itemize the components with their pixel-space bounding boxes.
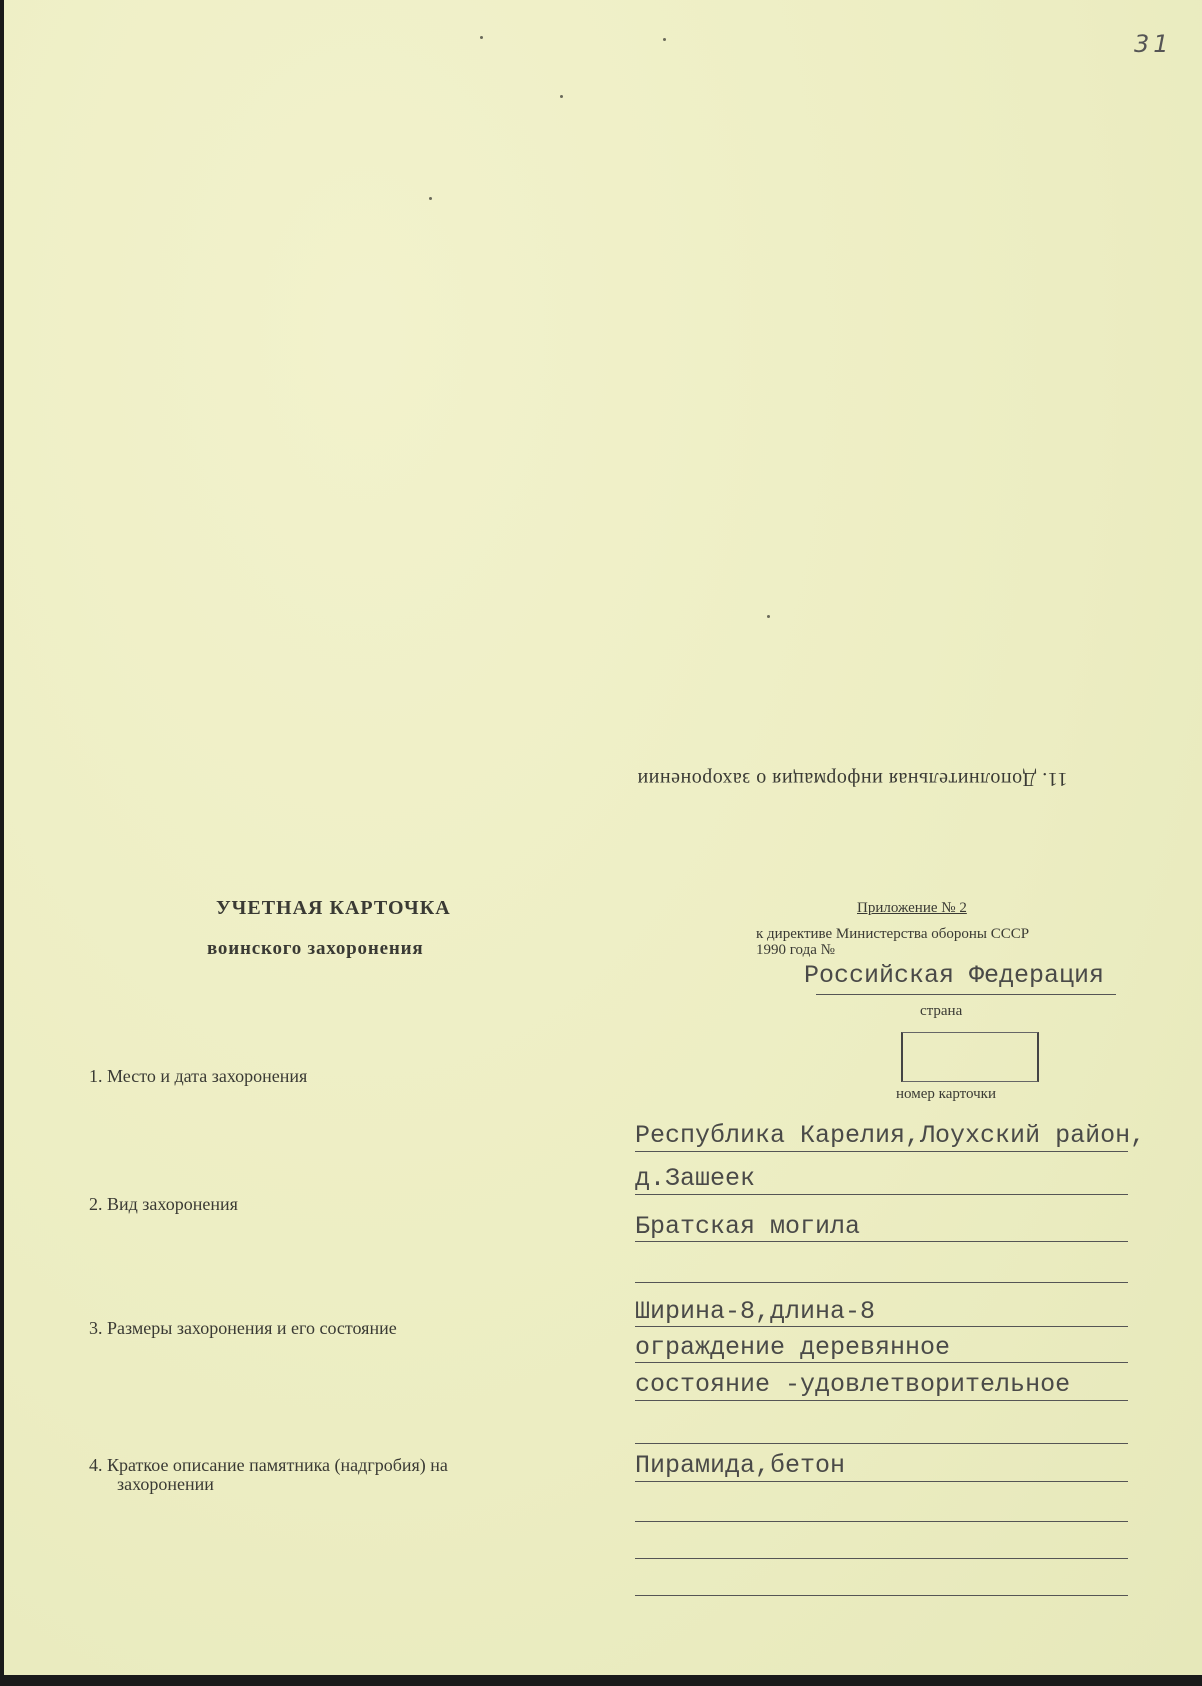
field-size-line-3: состояние -удовлетворительное bbox=[635, 1370, 1071, 1399]
field-line bbox=[635, 1151, 1128, 1152]
card-number-caption: номер карточки bbox=[896, 1086, 996, 1102]
field-monument-line-1: Пирамида,бетон bbox=[635, 1451, 846, 1480]
field-line bbox=[635, 1326, 1128, 1327]
field-line bbox=[635, 1400, 1128, 1401]
paper-speck bbox=[767, 615, 770, 618]
field-size-line-1: Ширина-8,длина-8 bbox=[635, 1297, 876, 1326]
field-type-line-1: Братская могила bbox=[635, 1212, 861, 1241]
field-line bbox=[635, 1595, 1128, 1596]
page-number: 31 bbox=[1134, 30, 1173, 58]
field-line bbox=[635, 1194, 1128, 1195]
appendix-label: Приложение № 2 bbox=[857, 900, 967, 916]
field-line bbox=[635, 1443, 1128, 1444]
field-line bbox=[635, 1241, 1128, 1242]
document-title: УЧЕТНАЯ КАРТОЧКА bbox=[216, 897, 451, 919]
field-line bbox=[635, 1362, 1128, 1363]
appendix-year: 1990 года № bbox=[756, 942, 835, 958]
card-number-box bbox=[901, 1032, 1039, 1082]
field-monument-label-1: 4. Краткое описание памятника (надгробия) на bbox=[89, 1455, 448, 1475]
field-place-line-1: Республика Карелия,Лоухский район, bbox=[635, 1121, 1146, 1150]
paper-speck bbox=[663, 38, 666, 41]
field-type-label: 2. Вид захоронения bbox=[89, 1194, 238, 1214]
field-place-label: 1. Место и дата захоронения bbox=[89, 1066, 308, 1086]
country-underline bbox=[816, 994, 1116, 995]
upside-down-section-heading: 11. Дополнительная информация о захоронении bbox=[637, 768, 1068, 790]
field-line bbox=[635, 1481, 1128, 1482]
field-line bbox=[635, 1558, 1128, 1559]
field-place-line-2: д.Зашеек bbox=[635, 1164, 756, 1193]
field-line bbox=[635, 1521, 1128, 1522]
document-page bbox=[4, 0, 1202, 1675]
country-caption: страна bbox=[920, 1003, 963, 1019]
field-line bbox=[635, 1282, 1128, 1283]
field-monument-label-2: захоронении bbox=[117, 1474, 214, 1494]
country-value: Российская Федерация bbox=[804, 961, 1105, 990]
document-subtitle: воинского захоронения bbox=[207, 938, 424, 959]
appendix-directive: к директиве Министерства обороны СССР bbox=[756, 926, 1030, 942]
field-size-line-2: ограждение деревянное bbox=[635, 1333, 951, 1362]
paper-speck bbox=[429, 197, 432, 200]
field-size-label: 3. Размеры захоронения и его состояние bbox=[89, 1318, 397, 1338]
paper-speck bbox=[560, 95, 563, 98]
paper-speck bbox=[480, 36, 483, 39]
